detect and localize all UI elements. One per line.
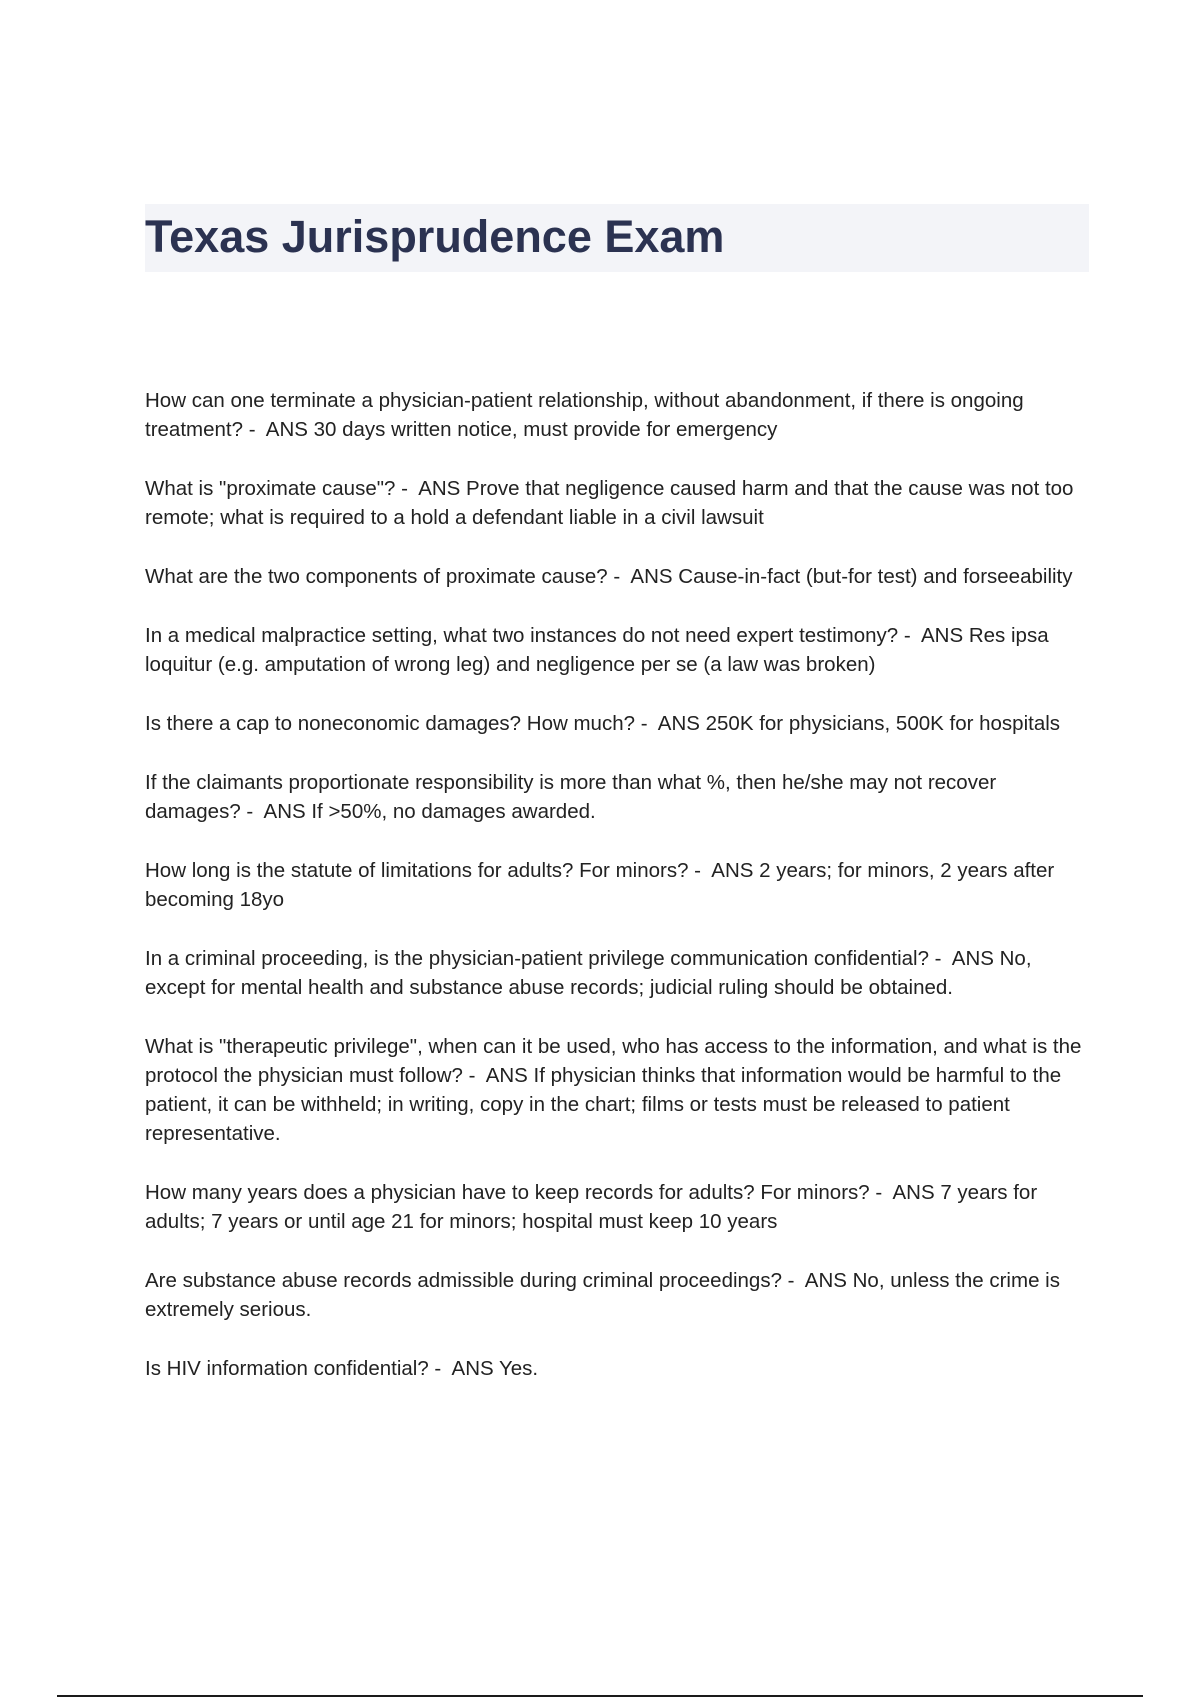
qa-item	[145, 1266, 1089, 1324]
qa-answer: ANS 2 years; for minors, 2 years after becoming 18yo	[145, 859, 1060, 911]
qa-question: What is "proximate cause"? -	[145, 477, 414, 500]
qa-question: How can one terminate a physician-patient relationship, without abandonment, if there is ongoing treatment? -	[145, 389, 1030, 441]
qa-answer: ANS If >50%, no damages awarded.	[258, 800, 596, 823]
qa-question: What are the two components of proximate cause? -	[145, 565, 626, 588]
qa-item	[145, 474, 1089, 532]
qa-answer: ANS Prove that negligence caused harm and that the cause was not too remote; what is required to a hold a defendant liable in a civil lawsuit	[145, 477, 1080, 529]
qa-question: How long is the statute of limitations for adults? For minors? -	[145, 859, 707, 882]
qa-answer: ANS Yes.	[446, 1357, 539, 1380]
qa-answer: ANS Cause-in-fact (but-for test) and forseeability	[625, 565, 1073, 588]
qa-list	[145, 386, 1089, 1413]
qa-item	[145, 768, 1089, 826]
qa-question: In a medical malpractice setting, what two instances do not need expert testimony? -	[145, 624, 917, 647]
qa-answer: ANS No, unless the crime is extremely serious.	[145, 1269, 1066, 1321]
qa-item	[145, 856, 1089, 914]
qa-item	[145, 944, 1089, 1002]
qa-question: How many years does a physician have to keep records for adults? For minors? -	[145, 1181, 888, 1204]
qa-item	[145, 386, 1089, 444]
qa-answer: ANS 250K for physicians, 500K for hospitals	[653, 712, 1061, 735]
qa-item	[145, 1178, 1089, 1236]
qa-answer: ANS Res ipsa loquitur (e.g. amputation of wrong leg) and negligence per se (a law was broken)	[145, 624, 1055, 676]
qa-answer: ANS 7 years for adults; 7 years or until age 21 for minors; hospital must keep 10 years	[145, 1181, 1043, 1233]
qa-answer: ANS If physician thinks that information would be harmful to the patient, it can be withheld; in writing, copy in the chart; films or tests must be released to patient representative.	[145, 1064, 1067, 1145]
qa-item	[145, 1354, 1089, 1383]
qa-question: Are substance abuse records admissible during criminal proceedings? -	[145, 1269, 801, 1292]
qa-question: Is there a cap to noneconomic damages? How much? -	[145, 712, 654, 735]
qa-question: If the claimants proportionate responsibility is more than what %, then he/she may not recover damages? -	[145, 771, 1002, 823]
qa-question: In a criminal proceeding, is the physician-patient privilege communication confidential? -	[145, 947, 948, 970]
footer-divider	[57, 1695, 1143, 1697]
qa-item	[145, 1032, 1089, 1148]
qa-answer: ANS 30 days written notice, must provide for emergency	[261, 418, 778, 441]
title-band	[145, 204, 1089, 272]
qa-question: Is HIV information confidential? -	[145, 1357, 447, 1380]
qa-item	[145, 709, 1089, 738]
qa-question: What is "therapeutic privilege", when can it be used, who has access to the information, and what is the protocol the physician must follow? -	[145, 1035, 1088, 1087]
document-title: Texas Jurisprudence Exam	[145, 211, 725, 262]
qa-item	[145, 562, 1089, 591]
qa-answer: ANS No, except for mental health and substance abuse records; judicial ruling should be obtained.	[145, 947, 1038, 999]
qa-item	[145, 621, 1089, 679]
